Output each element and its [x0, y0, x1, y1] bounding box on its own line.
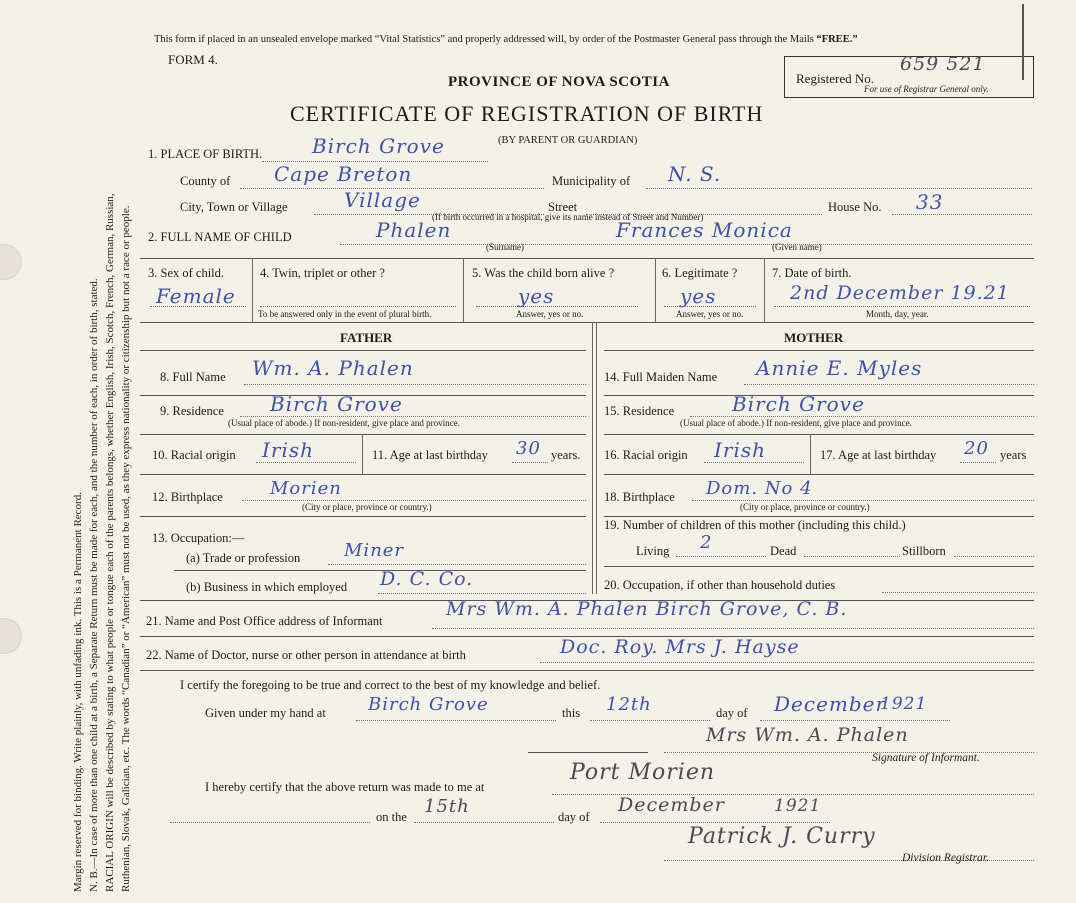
mother-dead-label: Dead [770, 544, 797, 558]
legitimate-value: yes [680, 284, 717, 308]
registrar-signature-caption: Division Registrar. [902, 852, 989, 864]
informant-signature: Mrs Wm. A. Phalen [706, 724, 909, 746]
given-day-line [590, 720, 710, 721]
date-of-birth-line [774, 306, 1030, 307]
mother-rule-5 [604, 516, 1034, 517]
municipality-value: N. S. [668, 162, 722, 186]
informant-signature-caption: Signature of Informant. [872, 752, 980, 764]
father-rule-3 [140, 434, 586, 435]
row3-divider-4 [764, 258, 765, 322]
postal-notice [154, 34, 858, 45]
surname-caption: (Surname) [486, 242, 524, 252]
mother-occupation-label: 20. Occupation, if other than household duties [604, 578, 836, 592]
row3-divider-3 [655, 258, 656, 322]
mother-age-years: years [1000, 448, 1027, 462]
legitimate-label: 6. Legitimate ? [662, 266, 738, 280]
child-name-label: 2. FULL NAME OF CHILD [148, 230, 292, 244]
legitimate-note: Answer, yes or no. [676, 309, 744, 319]
registrar-month-line [600, 822, 830, 823]
doctor-rule [140, 670, 1034, 671]
mother-age-line [960, 462, 996, 463]
father-trade-line [328, 564, 586, 565]
father-rule-4 [140, 474, 586, 475]
mother-stillborn-label: Stillborn [902, 544, 946, 558]
father-racial-label: 10. Racial origin [152, 448, 236, 462]
child-name-line [340, 244, 1032, 245]
mother-age-value: 20 [964, 438, 989, 459]
mother-heading: MOTHER [784, 330, 844, 345]
street-label: Street [548, 200, 578, 214]
certificate-title: CERTIFICATE OF REGISTRATION OF BIRTH [290, 101, 764, 126]
municipality-line [646, 188, 1032, 189]
mother-residence-label: 15. Residence [604, 404, 675, 418]
certify-statement: I certify the foregoing to be true and correct to the best of my knowledge and belief. [180, 678, 601, 692]
row3-bottom-rule [140, 322, 1034, 323]
postal-notice-free: “FREE.” [816, 34, 858, 45]
mother-dead-line [804, 556, 900, 557]
mother-racial-value: Irish [714, 438, 767, 462]
margin-note-binding: Margin reserved for binding. Write plainly, with unfading ink. This is a Permanent Record. [72, 492, 84, 892]
registrar-on-the-label: on the [376, 810, 407, 824]
registered-number: 659 521 [900, 53, 986, 75]
doctor-label: 22. Name of Doctor, nurse or other person in attendance at birth [146, 648, 466, 662]
registrar-day-value: 15th [424, 796, 470, 817]
row3-divider-2 [463, 258, 464, 322]
father-birthplace-value: Morien [270, 478, 342, 499]
father-business-label: (b) Business in which employed [186, 580, 348, 594]
row3-top-rule [140, 258, 1034, 259]
province-heading: PROVINCE OF NOVA SCOTIA [448, 74, 670, 90]
given-this-label: this [562, 706, 581, 720]
father-age-label: 11. Age at last birthday [372, 448, 488, 462]
given-place-line [356, 720, 556, 721]
mother-birthplace-line [692, 500, 1034, 501]
punch-hole-top [0, 244, 22, 280]
mother-rule-4 [604, 474, 1034, 475]
child-given-value: Frances Monica [616, 218, 793, 242]
father-age-line [512, 462, 548, 463]
mother-rule-3 [604, 434, 1034, 435]
place-of-birth-value: Birch Grove [312, 134, 445, 158]
father-name-value: Wm. A. Phalen [252, 356, 414, 380]
given-year-value: 1921 [880, 694, 928, 714]
given-under-hand-label: Given under my hand at [205, 706, 326, 720]
father-birthplace-label: 12. Birthplace [152, 490, 223, 504]
father-birthplace-line [242, 500, 586, 501]
born-alive-label: 5. Was the child born alive ? [472, 266, 615, 280]
registered-note: For use of Registrar General only. [864, 84, 989, 94]
form-number: FORM 4. [168, 52, 218, 67]
father-business-value: D. C. Co. [380, 568, 474, 590]
twin-line [260, 306, 456, 307]
given-name-caption: (Given name) [772, 242, 822, 252]
margin-note-racial-origin-2: Ruthenian, Slovak, Galician, etc. The words “Canadian” or “American” must not be used, as they express nationality or citizenship but not a race or people. [120, 205, 132, 892]
father-age-value: 30 [516, 438, 541, 459]
registrar-statement: I hereby certify that the above return was made to me at [205, 780, 485, 794]
mother-racial-divider [810, 434, 811, 474]
father-residence-value: Birch Grove [270, 392, 403, 416]
given-month-line [760, 720, 950, 721]
parents-divider-2 [596, 322, 597, 594]
twin-note: To be answered only in the event of plural birth. [258, 309, 432, 319]
father-rule-1 [140, 350, 586, 351]
mother-rule-1 [604, 350, 1034, 351]
date-of-birth-label: 7. Date of birth. [772, 266, 852, 280]
place-of-birth-label: 1. PLACE OF BIRTH. [148, 147, 263, 161]
certify-short-rule [528, 752, 648, 753]
father-age-years: years. [551, 448, 581, 462]
sex-label: 3. Sex of child. [148, 266, 225, 280]
mother-name-value: Annie E. Myles [756, 356, 923, 380]
father-rule-5 [140, 516, 586, 517]
born-alive-value: yes [518, 284, 555, 308]
doctor-value: Doc. Roy. Mrs J. Hayse [560, 636, 800, 658]
house-number-value: 33 [916, 190, 944, 214]
mother-children-label: 19. Number of children of this mother (including this child.) [604, 518, 906, 532]
father-trade-label: (a) Trade or profession [186, 551, 301, 565]
father-residence-label: 9. Residence [160, 404, 224, 418]
father-racial-value: Irish [262, 438, 315, 462]
father-occupation-label: 13. Occupation:— [152, 531, 245, 545]
mother-residence-line [690, 416, 1034, 417]
house-number-label: House No. [828, 200, 882, 214]
doctor-line [540, 662, 1034, 663]
margin-note-multiple-birth: N. B.—In case of more than one child at a birth, a Separate Return must be made for each, and the number of each, in order of birth, stated. [88, 278, 100, 892]
informant-label: 21. Name and Post Office address of Informant [146, 614, 383, 628]
informant-value: Mrs Wm. A. Phalen Birch Grove, C. B. [446, 598, 848, 620]
father-racial-divider [362, 434, 363, 474]
father-residence-line [240, 416, 586, 417]
mother-occupation-line [882, 592, 1034, 593]
mother-living-value: 2 [700, 532, 713, 553]
mother-birthplace-note: (City or place, province or country.) [740, 502, 870, 512]
twin-label: 4. Twin, triplet or other ? [260, 266, 385, 280]
mother-birthplace-value: Dom. No 4 [706, 478, 813, 499]
registrar-left-line [170, 822, 370, 823]
mother-racial-line [704, 462, 804, 463]
mother-stillborn-line [954, 556, 1034, 557]
registrar-signature: Patrick J. Curry [688, 824, 876, 849]
date-of-birth-value: 2nd December 19.21 [790, 282, 1010, 304]
county-label: County of [180, 174, 231, 188]
postal-notice-text: This form if placed in an unsealed envelope marked “Vital Statistics” and properly addressed will, by order of the Postmaster General pass through the Mails [154, 34, 814, 45]
mother-living-label: Living [636, 544, 670, 558]
municipality-label: Municipality of [552, 174, 631, 188]
mother-birthplace-label: 18. Birthplace [604, 490, 675, 504]
parents-divider [592, 322, 593, 594]
registrar-day-of-label: day of [558, 810, 590, 824]
child-surname-value: Phalen [376, 218, 452, 242]
given-month-value: December [774, 692, 887, 716]
city-value: Village [344, 188, 421, 212]
born-alive-note: Answer, yes or no. [516, 309, 584, 319]
father-business-line [378, 593, 586, 594]
father-name-label: 8. Full Name [160, 370, 226, 384]
registrar-year-value: 1921 [774, 796, 822, 816]
mother-racial-label: 16. Racial origin [604, 448, 688, 462]
mother-rule-6 [604, 566, 1034, 567]
registrar-day-line [414, 822, 554, 823]
row3-divider-1 [252, 258, 253, 322]
pencil-stroke [1022, 4, 1024, 80]
mother-age-label: 17. Age at last birthday [820, 448, 937, 462]
father-residence-note: (Usual place of abode.) If non-resident, give place and province. [228, 418, 460, 428]
given-day-of-label: day of [716, 706, 748, 720]
registered-label: Registered No. [796, 71, 874, 86]
city-label: City, Town or Village [180, 200, 288, 214]
punch-hole-bottom [0, 618, 22, 654]
registrar-month-value: December [618, 794, 725, 816]
mother-living-line [676, 556, 766, 557]
born-alive-line [476, 306, 638, 307]
county-value: Cape Breton [274, 162, 413, 186]
certificate-subtitle: (BY PARENT OR GUARDIAN) [498, 135, 638, 146]
mother-name-label: 14. Full Maiden Name [604, 370, 718, 384]
hospital-note: (If birth occurred in a hospital, give its name instead of Street and Number) [432, 212, 704, 222]
sex-value: Female [156, 284, 236, 308]
given-place-value: Birch Grove [368, 694, 489, 715]
informant-line [432, 628, 1034, 629]
registrar-place-value: Port Morien [570, 760, 716, 785]
father-racial-line [256, 462, 356, 463]
father-trade-value: Miner [344, 540, 405, 561]
father-name-line [244, 384, 586, 385]
given-day-value: 12th [606, 694, 652, 715]
father-heading: FATHER [340, 330, 393, 345]
margin-note-racial-origin: RACIAL ORIGIN will be described by stating to what people or tongue each of the parents belongs, whether English, Irish, Scotch, French, German, Russian, [104, 193, 116, 892]
mother-residence-value: Birch Grove [732, 392, 865, 416]
father-birthplace-note: (City or place, province or country.) [302, 502, 432, 512]
date-of-birth-note: Month, day, year. [866, 309, 929, 319]
house-number-line [892, 214, 1032, 215]
mother-residence-note: (Usual place of abode.) If non-resident, give place and province. [680, 418, 912, 428]
mother-name-line [744, 384, 1034, 385]
